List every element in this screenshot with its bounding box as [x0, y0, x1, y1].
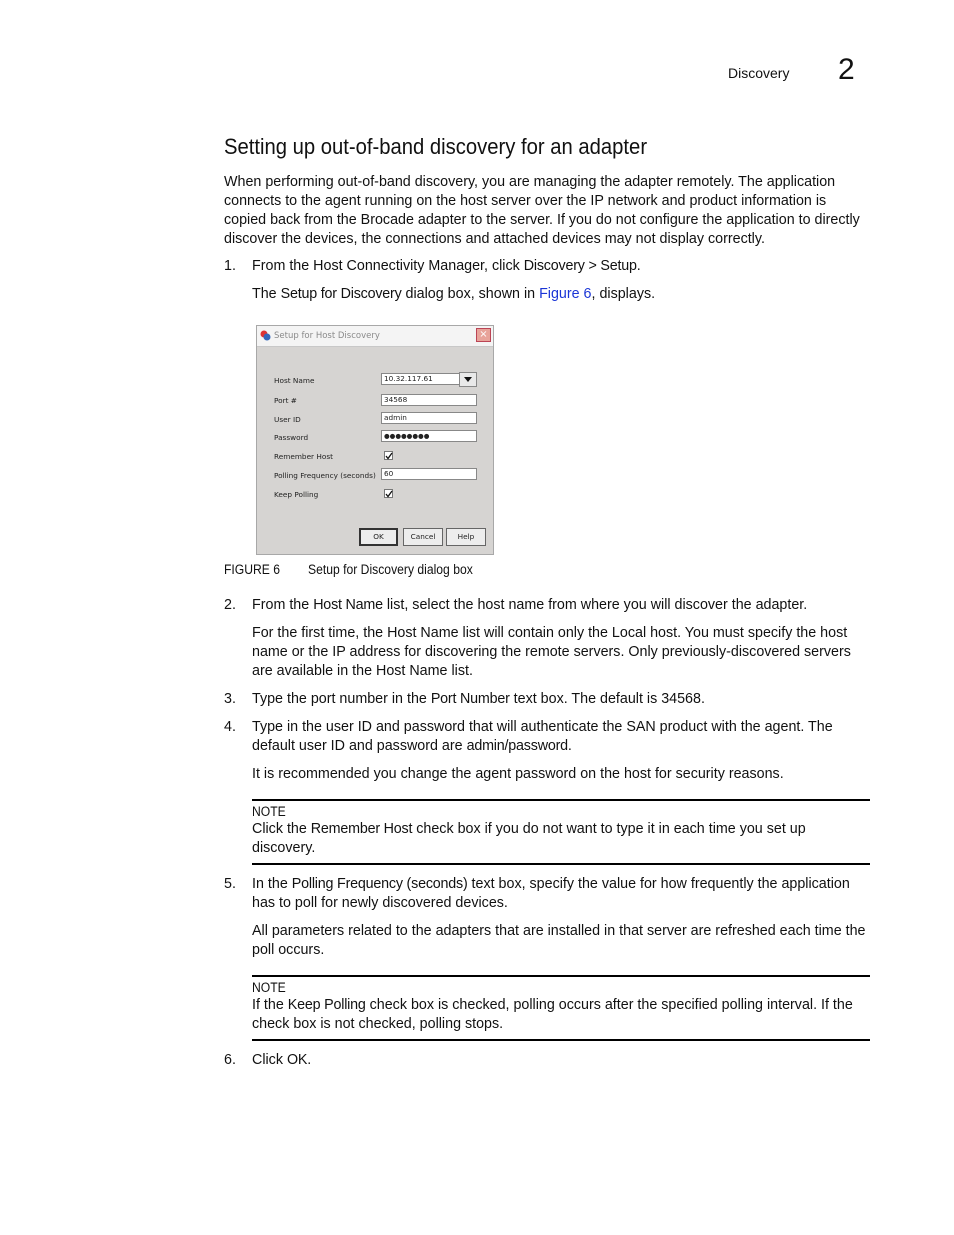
keep-polling-checkbox[interactable]	[384, 489, 393, 498]
step-4-subtext: It is recommended you change the agent password on the host for security reasons.	[252, 766, 784, 782]
note-2-field-name: Keep Polling	[287, 997, 366, 1013]
figure-label: FIGURE 6	[224, 562, 281, 577]
dialog-title: Setup for Host Discovery	[274, 331, 380, 341]
step-3-number: 3.	[224, 691, 236, 707]
note-body	[252, 996, 870, 1034]
step-4-credentials: admin/password	[466, 738, 568, 754]
step-1-text	[252, 257, 872, 276]
note-body	[252, 820, 870, 858]
step-3-field-name: Port Number	[430, 691, 510, 707]
step-1-pre: From the Host Connectivity Manager, click	[252, 258, 524, 274]
setup-host-discovery-dialog	[256, 325, 494, 555]
step-1-sub-post: , displays.	[591, 286, 656, 302]
step-5-field-name: Polling Frequency (seconds)	[291, 876, 468, 892]
note-heading: NOTE	[252, 980, 286, 995]
step-3-post: text box. The default is 34568.	[509, 691, 705, 707]
figure-6-link[interactable]: Figure 6	[539, 286, 592, 302]
step-5-text	[252, 875, 872, 913]
step-1-sub-mid: dialog box, shown in	[401, 286, 540, 302]
port-input[interactable]: 34568	[381, 394, 477, 406]
step-1-subtext	[252, 285, 872, 304]
checkmark-icon	[385, 452, 393, 460]
step-5-subtext: All parameters related to the adapters that are installed in that server are refreshed each time the poll occurs.	[252, 923, 866, 958]
help-button[interactable]: Help	[446, 528, 486, 546]
step-1-dialog-name: Setup for Discovery	[280, 286, 402, 302]
step-6-button-name: OK	[286, 1052, 308, 1068]
cancel-button[interactable]: Cancel	[403, 528, 443, 546]
port-label: Port #	[274, 396, 297, 405]
note-remember-host	[252, 799, 870, 865]
checkmark-icon	[385, 490, 393, 498]
password-label: Password	[274, 433, 309, 442]
step-5-number: 5.	[224, 876, 236, 892]
step-5-post: text box, specify the value for how frequently the application has to poll for newly discovered devices.	[252, 876, 850, 911]
running-header-section: Discovery	[728, 65, 790, 81]
polling-frequency-label: Polling Frequency (seconds)	[274, 471, 376, 480]
keep-polling-label: Keep Polling	[274, 490, 319, 499]
step-1-post: .	[636, 258, 641, 274]
section-title: Setting up out-of-band discovery for an adapter	[224, 134, 648, 159]
step-4-number: 4.	[224, 719, 236, 735]
host-name-dropdown-button[interactable]	[459, 372, 477, 387]
user-id-input[interactable]: admin	[381, 412, 477, 424]
step-1-command: Discovery > Setup	[523, 258, 637, 274]
remember-host-label: Remember Host	[274, 452, 333, 461]
user-id-label: User ID	[274, 415, 301, 424]
figure-caption: Setup for Discovery dialog box	[308, 562, 473, 577]
step-1-sub-pre: The	[252, 286, 281, 302]
remember-host-checkbox[interactable]	[384, 451, 393, 460]
step-5-pre: In the	[252, 876, 292, 892]
note-heading: NOTE	[252, 804, 286, 819]
app-icon	[260, 330, 271, 341]
ok-button[interactable]: OK	[359, 528, 398, 546]
step-2-post: list, select the host name from where you will discover the adapter.	[382, 597, 808, 613]
close-icon[interactable]: ×	[476, 328, 491, 342]
step-6-post: .	[307, 1052, 312, 1068]
host-name-label: Host Name	[274, 376, 315, 385]
note-2-post: check box is checked, polling occurs after the specified polling interval. If the check box is not checked, polling stops.	[252, 997, 853, 1032]
step-2-subtext: For the first time, the Host Name list will contain only the Local host. You must specify the host name or the IP address for discovering the remote servers. Only previously-discovered servers are available in the Host Name list.	[252, 625, 851, 679]
step-4-text	[252, 718, 872, 756]
note-1-field-name: Remember Host	[310, 821, 413, 837]
step-6-text	[252, 1051, 872, 1070]
note-1-pre: Click the	[252, 821, 311, 837]
chevron-down-icon	[464, 377, 472, 382]
password-input[interactable]: ●●●●●●●●	[381, 430, 477, 442]
step-4-post: .	[567, 738, 572, 754]
step-3-pre: Type the port number in the	[252, 691, 431, 707]
step-2-number: 2.	[224, 597, 236, 613]
note-2-pre: If the	[252, 997, 288, 1013]
note-keep-polling	[252, 975, 870, 1041]
step-6-number: 6.	[224, 1052, 236, 1068]
step-1-number: 1.	[224, 258, 236, 274]
host-name-combo[interactable]: 10.32.117.61	[381, 373, 461, 385]
note-1-post: check box if you do not want to type it in each time you set up discovery.	[252, 821, 806, 856]
polling-frequency-input[interactable]: 60	[381, 468, 477, 480]
dialog-titlebar	[257, 326, 493, 347]
step-2-text	[252, 596, 872, 615]
chapter-number: 2	[838, 53, 855, 86]
step-6-pre: Click	[252, 1052, 287, 1068]
step-4-pre: Type in the user ID and password that will authenticate the SAN product with the agent. The default user ID and password are	[252, 719, 833, 754]
step-2-field-name: Host Name	[313, 597, 383, 613]
step-2-pre: From the	[252, 597, 314, 613]
intro-paragraph: When performing out-of-band discovery, you are managing the adapter remotely. The application connects to the agent running on the host server over the IP network and product information is copied back from the Brocade adapter to the server. If you do not configure the application to directly discover the devices, the connections and attached devices may not display correctly.	[224, 174, 860, 247]
step-3-text	[252, 690, 872, 709]
